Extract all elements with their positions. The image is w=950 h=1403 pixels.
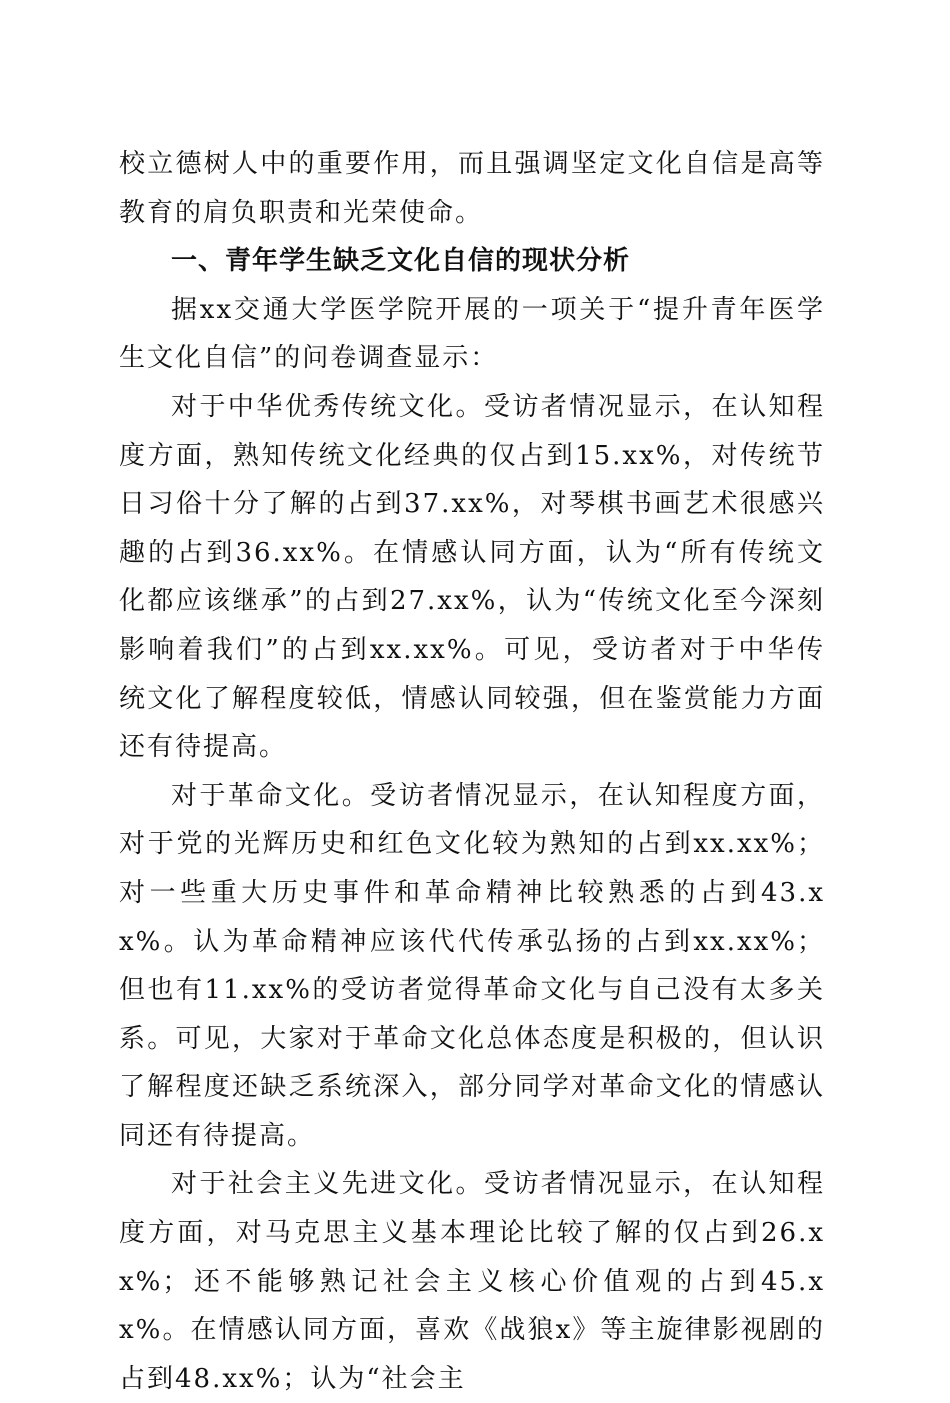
document-body [119, 140, 825, 1403]
continuation-paragraph: 校立德树人中的重要作用，而且强调坚定文化自信是高等教育的肩负职责和光荣使命。 [119, 149, 825, 228]
traditional-culture-paragraph: 对于中华优秀传统文化。受访者情况显示，在认知程度方面，熟知传统文化经典的仅占到15.xx%，对传统节日习俗十分了解的占到37.xx%，对琴棋书画艺术很感兴趣的占到36.xx%。在情感认同方面，认为“所有传统文化都应该继承”的占到27.xx%，认为“传统文化至今深刻影响着我们”的占到xx.xx%。可见，受访者对于中华传统文化了解程度较低，情感认同较强，但在鉴赏能力方面还有待提高。 [119, 391, 825, 763]
revolutionary-culture-paragraph: 对于革命文化。受访者情况显示，在认知程度方面，对于党的光辉历史和红色文化较为熟知的占到xx.xx%；对一些重大历史事件和革命精神比较熟悉的占到43.xx%。认为革命精神应该代代传承弘扬的占到xx.xx%；但也有11.xx%的受访者觉得革命文化与自己没有太多关系。可见，大家对于革命文化总体态度是积极的，但认识了解程度还缺乏系统深入，部分同学对革命文化的情感认同还有待提高。 [119, 780, 825, 1151]
section-heading: 一、青年学生缺乏文化自信的现状分析 [171, 246, 631, 277]
survey-intro-paragraph: 据xx交通大学医学院开展的一项关于“提升青年医学生文化自信”的问卷调查显示： [119, 294, 825, 374]
socialist-culture-paragraph: 对于社会主义先进文化。受访者情况显示，在认知程度方面，对马克思主义基本理论比较了解的仅占到26.xx%；还不能够熟记社会主义核心价值观的占到45.xx%。在情感认同方面，喜欢《战狼x》等主旋律影视剧的占到48.xx%；认为“社会主 [119, 1169, 825, 1394]
